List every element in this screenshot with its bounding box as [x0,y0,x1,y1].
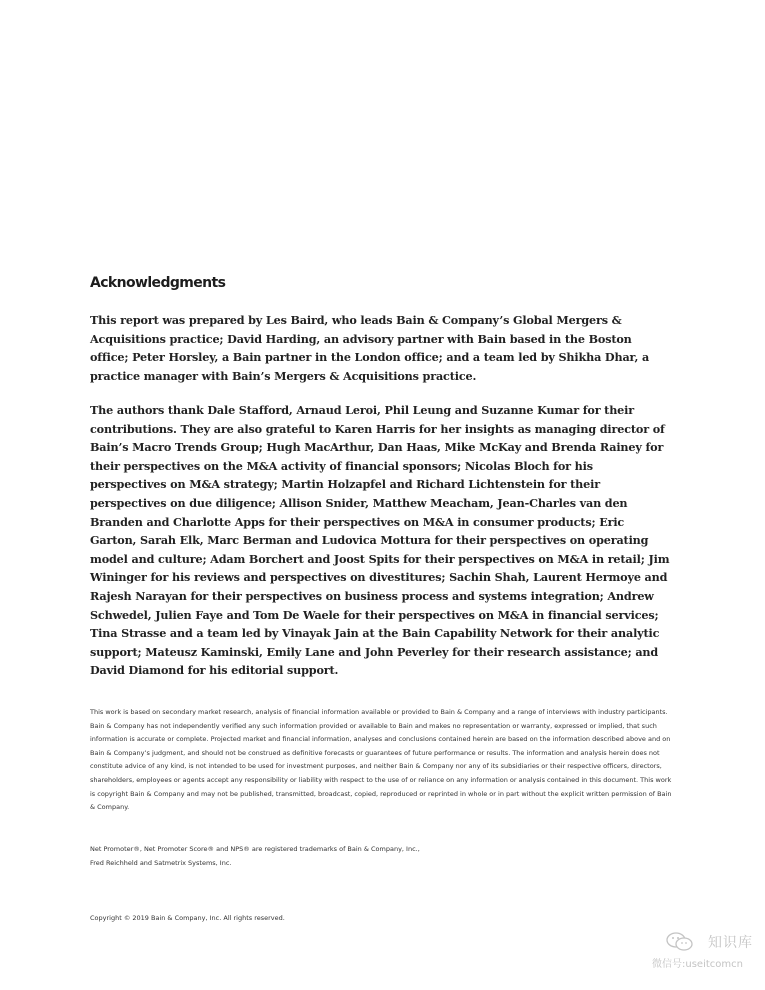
page-title: Acknowledgments [90,275,226,291]
copyright-notice: Copyright © 2019 Bain & Company, Inc. All rights reserved. [90,914,285,922]
watermark-name: 知识库 [708,935,753,951]
acknowledgment-paragraph-thanks: The authors thank Dale Stafford, Arnaud Leroi, Phil Leung and Suzanne Kumar for their contributions. They are also grateful to Karen Harris for her insights as managing director of Bain’s Macro Trends Group; Hugh MacArthur, Dan Haas, Mike McKay and Brenda Rainey for their perspectives on the M&A activity of financial sponsors; Nicolas Bloch for his perspectives on M&A strategy; Martin Holzapfel and Richard Lichtenstein for their perspectives on due diligence; Allison Snider, Matthew Meacham, Jean-Charles van den Branden and Charlotte Apps for their perspectives on M&A in consumer products; Eric Garton, Sarah Elk, Marc Berman and Ludovica Mottura for their perspectives on operating model and culture; Adam Borchert and Joost Spits for their perspectives on M&A in retail; Jim Wininger for his reviews and perspectives on divestitures; Sachin Shah, Laurent Hermoye and Rajesh Narayan for their perspectives on business process and systems integration; Andrew Schwedel, Julien Faye and Tom De Waele for their perspectives on M&A in financial services; Tina Strasse and a team led by Vinayak Jain at the Bain Capability Network for their analytic support; Mateusz Kaminski, Emily Lane and John Peverley for their research assistance; and David Diamond for his editorial support. [90,403,670,678]
watermark-handle: 微信号:useitcomcn [652,959,743,970]
wechat-icon [666,932,694,952]
trademark-line-1: Net Promoter®, Net Promoter Score® and NPS® are registered trademarks of Bain & Company, Inc., [90,845,420,853]
trademark-line-2: Fred Reichheld and Satmetrix Systems, Inc. [90,858,232,867]
trademark-notice [90,843,675,870]
disclaimer-text: This work is based on secondary market research, analysis of financial information available or provided to Bain & Company and a range of interviews with industry participants. Bain & Company has not independently verified any such information provided or available to Bain and makes no representation or warranty, expressed or implied, that such information is accurate or complete. Projected market and financial information, analyses and conclusions contained herein are based on the information described above and on Bain & Company’s judgment, and should not be construed as definitive forecasts or guarantees of future performance or results. The information and analysis herein does not constitute advice of any kind, is not intended to be used for investment purposes, and neither Bain & Company nor any of its subsidiaries or their respective officers, directors, shareholders, employees or agents accept any responsibility or liability with respect to the use of or reliance on any information or analysis contained in this document. This work is copyright Bain & Company and may not be published, transmitted, broadcast, copied, reproduced or reprinted in whole or in part without the explicit written permission of Bain & Company. [90,708,672,812]
document-page [90,0,670,990]
acknowledgment-paragraph-authors: This report was prepared by Les Baird, who leads Bain & Company’s Global Mergers & Acquisitions practice; David Harding, an advisory partner with Bain based in the Boston office; Peter Horsley, a Bain partner in the London office; and a team led by Shikha Dhar, a practice manager with Bain’s Mergers & Acquisitions practice. [90,313,650,383]
watermark [652,930,762,972]
